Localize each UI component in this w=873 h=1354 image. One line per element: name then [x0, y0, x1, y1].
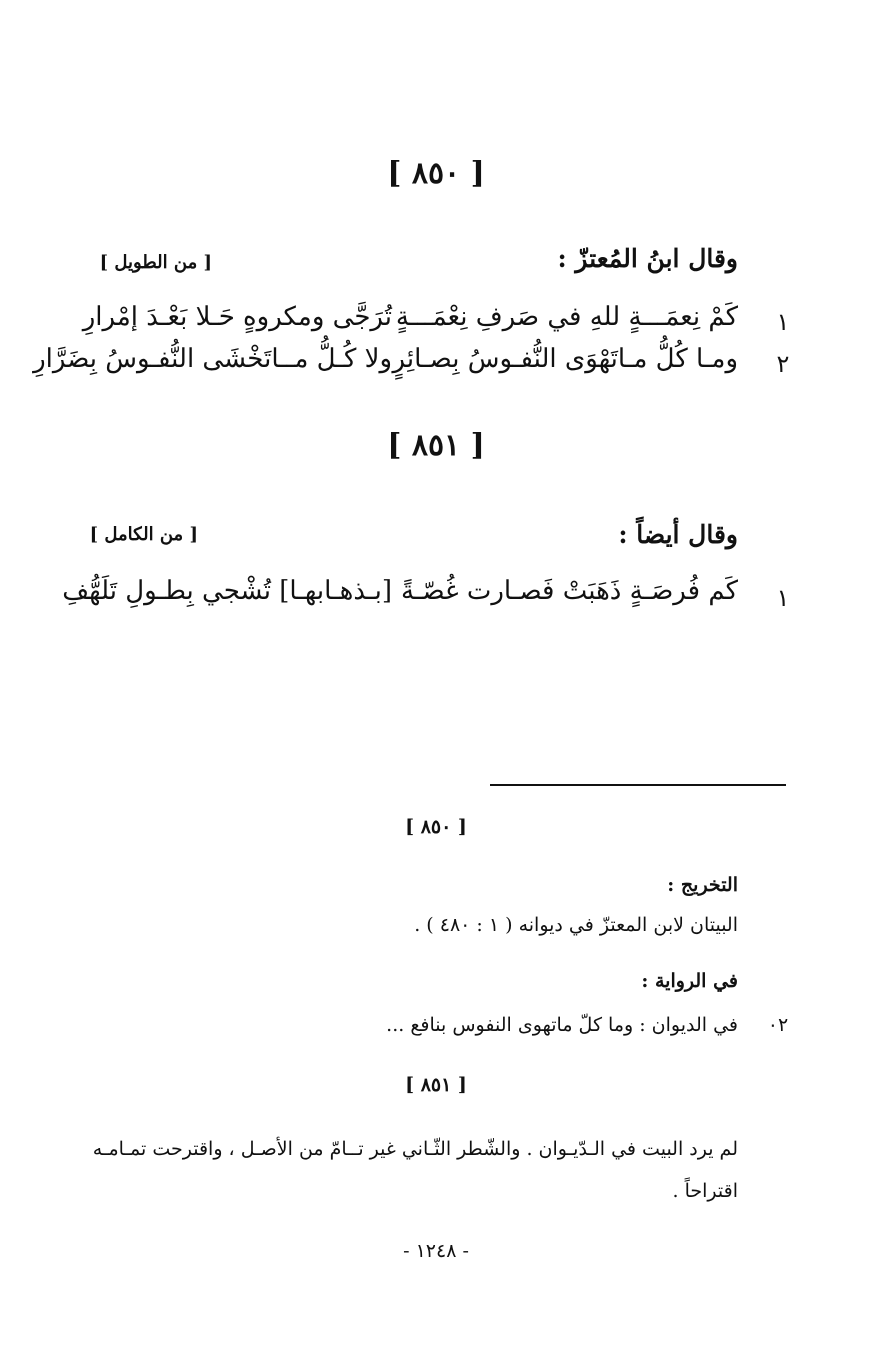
note-851-line1: لم يرد البيت في الـدّيـوان . والشّطر الثّـاني غير تــامّ من الأصـل ، واقترحت تمـامـه: [92, 1138, 738, 1160]
poem-850-intro: وقال ابنُ المُعتزّ :: [557, 244, 738, 273]
verse-hemistich-second: ولا كُـلُّ مــاتَخْشَى النُّفـوسُ بِضَرَّارِ: [33, 344, 392, 374]
riwaya-label: في الرواية :: [641, 970, 738, 992]
verse-number: ١: [776, 584, 790, 612]
verse-hemistich-first: كَم فُرصَـةٍ ذَهَبَتْ فَصـارت غُصّـةً: [400, 576, 738, 606]
footnote-separator: [490, 784, 786, 786]
note-851-line2: اقتراحاً .: [672, 1180, 738, 1202]
takhrij-label: التخريج :: [667, 874, 738, 896]
verse-number: ١: [776, 308, 790, 336]
note-850-number: [ ٨٥٠ ]: [405, 816, 467, 838]
verse-hemistich-second: [بـذهـابهـا] تُشْجي بِطـولِ تَلَهُّفِ: [62, 576, 392, 606]
poem-851-number: [ ٨٥١ ]: [387, 428, 485, 463]
verse-hemistich-first: كَمْ نِعمَـــةٍ للهِ في صَرفِ نِعْمَـــةٍ: [395, 302, 738, 332]
poem-850-number: [ ٨٥٠ ]: [387, 156, 485, 191]
page-number: - ١٢٤٨ -: [403, 1240, 469, 1262]
riwaya-text: في الديوان : وما كلّ ماتهوى النفوس بنافع ...: [386, 1014, 738, 1036]
poem-850-meter: [ من الطويل ]: [99, 252, 212, 273]
verse-number: ٢: [776, 350, 790, 378]
verse-hemistich-second: تُرَجَّى ومكروهٍ حَـلا بَعْـدَ إمْرارِ: [82, 302, 392, 332]
poem-851-intro: وقال أيضاً :: [618, 520, 738, 549]
takhrij-text: البيتان لابن المعتزّ في ديوانه ( ١ : ٤٨٠ ) .: [414, 914, 738, 936]
poem-851-meter: [ من الكامل ]: [89, 524, 198, 545]
riwaya-number: ٠٢: [767, 1014, 789, 1036]
verse-hemistich-first: ومـا كُلُّ مـاتَهْوَى النُّفـوسُ بِصـائِرٍ: [392, 344, 738, 374]
note-851-number: [ ٨٥١ ]: [405, 1074, 467, 1096]
